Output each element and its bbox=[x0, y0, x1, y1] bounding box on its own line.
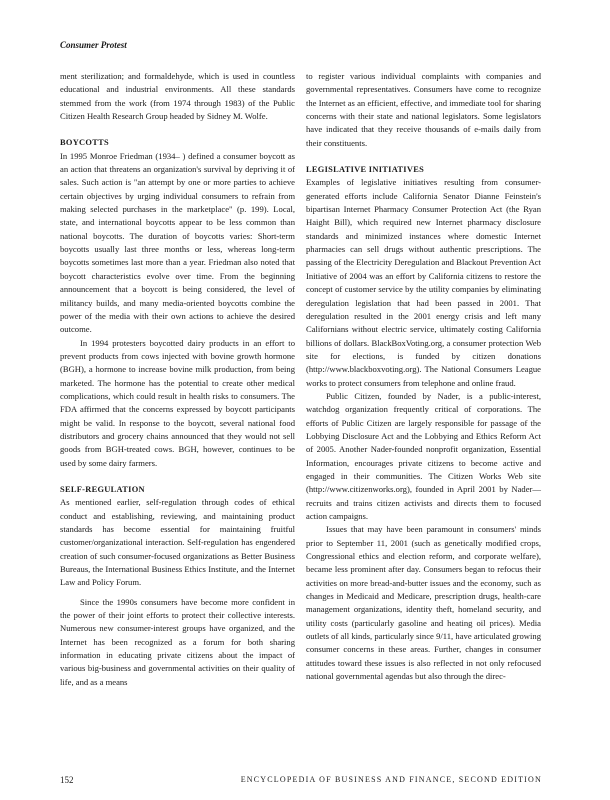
section-heading-legislative-initiatives: LEGISLATIVE INITIATIVES bbox=[306, 165, 425, 175]
publication-title: ENCYCLOPEDIA OF BUSINESS AND FINANCE, SECOND EDITION bbox=[240, 775, 542, 784]
paragraph: to register various individual complaints with companies and governmental representatives. Consumers have come to recognize the Internet as an efficient, effective, and immediate tool for sharing concerns with their state and national legislators. Some legislators have indicated that they receive thousands of e-mails daily from their constituents. bbox=[306, 71, 541, 148]
paragraph: Examples of legislative initiatives resulting from consumer-generated efforts include California Senator Dianne Feinstein's bipartisan Internet Pharmacy Consumer Protection Act (the Ryan Haight Bill), which required new Internet pharmacy disclosure standards and minimized instances where domestic Internet pharmacies can sell drugs without authentic prescriptions. The passing of the Electricity Deregulation and Blackout Prevention Act Initiative of 2004 was an effort by California citizens to restore the concept of customer service by the utility companies by eliminating deregulation legislation that had been passed in 2001. That deregulation resulted in the 2001 energy crisis and left many Californians without electric service, ultimately costing California billions of dollars. BlackBoxVoting.org, a consumer protection Web site for elections, is funded by citizen donations (http://www.blackboxvoting.org). The National Consumers League works to protect consumers from telephone and online fraud. bbox=[306, 177, 541, 388]
running-head: Consumer Protest bbox=[60, 40, 127, 50]
right-column bbox=[306, 70, 541, 683]
paragraph: In 1994 protesters boycotted dairy products in an effort to prevent products from cows injected with bovine growth hormone (BGH), a hormone to increase bovine milk production, from being marketed. The hormone has the potential to create other medical complications, which could result in health risks to consumers. The FDA affirmed that the concerns expressed by boycott participants might be valid. In response to the boycott, several national food distributors and grocery chains announced that they would not sell goods from BGH-treated cows. BGH, however, continues to be used by some dairy farmers. bbox=[60, 337, 295, 468]
paragraph: Since the 1990s consumers have become more confident in the power of their joint efforts to protect their collective interests. Numerous new consumer-interest groups have organized, and the Internet has been recognized as a forum for both sharing information in educating private citizens about the impact of various big-business and governmental activities on their quality of life, and as a means bbox=[60, 596, 295, 687]
paragraph: ment sterilization; and formaldehyde, which is used in countless educational and industrial environments. All these standards stemmed from the work (from 1974 through 1983) of the Public Citizen Health Research Group headed by Sidney M. Wolfe. bbox=[60, 71, 295, 122]
section-heading-boycotts: BOYCOTTS bbox=[60, 138, 109, 148]
paragraph: Issues that may have been paramount in consumers' minds prior to September 11, 2001 (such as genetically modified crops, Congressional ethics and election reform, and corporate welfare), became less prominent after day. Consumers began to refocus their activities on more bread-and-butter issues and the economy, such as changes in Medicaid and Medicare, prescription drugs, health-care management organizations, identity theft, homeland security, and utility costs (particularly gasoline and heating oil prices). Media outlets of all kinds, particularly since 9/11, have articulated growing consumer concerns in these areas. Further, changes in consumer attitudes toward these issues is also reflected in not only refocused national governmental agendas but also through the direc- bbox=[306, 524, 541, 682]
paragraph: As mentioned earlier, self-regulation through codes of ethical conduct and establishing, reviewing, and maintaining product standards has become essential for maintaining fruitful customer/organizational interaction. Self-regulation has engendered creation of such consumer-focused organizations as Better Business Bureaus, the International Business Ethics Institute, and the Internet Law and Policy Forum. bbox=[60, 497, 295, 588]
page-number: 152 bbox=[60, 775, 74, 785]
paragraph: In 1995 Monroe Friedman (1934– ) defined a consumer boycott as an action that threatens an organization's survival by depriving it of sales. Such action is "an attempt by one or more parties to achieve certain objectives by urging individual consumers to refrain from making selected purchases in the marketplace" (p. 199). Local, state, and international boycotts appear to be less common than national boycotts. The duration of boycotts varies: Short-term boycotts usually last three months or less, whereas long-term boycotts sometimes last more than a year. Friedman also noted that boycott characteristics evolve over time. From the beginning announcement that a boycott is being considered, the level of militancy builds, and many media-oriented boycotts combine the power of the media with their own actions to achieve the desired outcome. bbox=[60, 150, 295, 335]
page-footer bbox=[60, 775, 542, 785]
left-column bbox=[60, 70, 295, 689]
section-heading-self-regulation: SELF-REGULATION bbox=[60, 484, 145, 494]
paragraph: Public Citizen, founded by Nader, is a public-interest, watchdog organization frequently critical of corporations. The efforts of Public Citizen are largely responsible for passage of the Lobbying Disclosure Act and the Lobbying and Ethics Reform Act of 2005. Another Nader-founded nonprofit organization, Essential Information, encourages private citizens to become active and engaged in their communities. The Citizen Works Web site (http://www.citizenworks.org), founded in April 2001 by Nader—recruits and trains citizen activists and directs them to focused action campaigns. bbox=[306, 390, 541, 521]
